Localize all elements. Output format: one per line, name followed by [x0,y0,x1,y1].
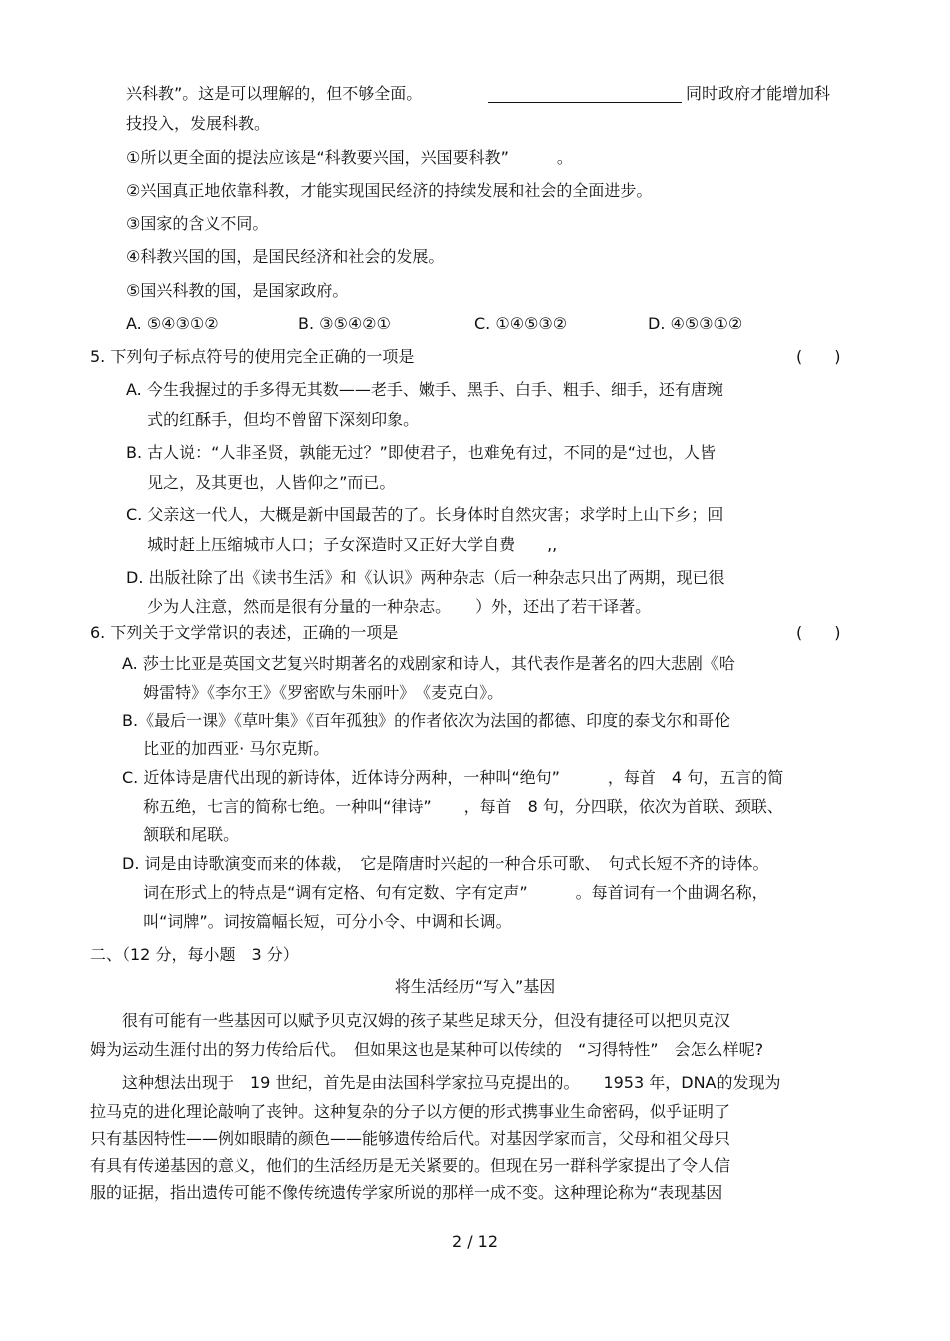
top-line1-right: 同时政府才能增加科 [686,84,831,103]
q5-line: 少为人注意，然而是很有分量的一种杂志。 ）外，还出了若干译著。 [126,597,652,616]
q6-line: A. 莎士比亚是英国文艺复兴时期著名的戏剧家和诗人，其代表作是著名的四大悲剧《哈 [122,654,735,673]
q6-stem: 6. 下列关于文学常识的表述，正确的一项是 [90,623,399,642]
q5-line: D. 出版社除了出《读书生活》和《认识》两种杂志（后一种杂志只出了两期，现已很 [126,568,725,587]
q5-line: 式的红酥手，但均不曾留下深刻印象。 [126,410,420,429]
top-line1-left: 兴科教”。这是可以理解的，但不够全面。 [126,84,423,103]
statement-2: ②兴国真正地依靠科教，才能实现国民经济的持续发展和社会的全面进步。 [126,181,653,200]
q6-answer-paren: ( ) [796,623,841,642]
q5-answer-paren: ( ) [796,347,841,366]
section-header: 二、（12 分，每小题 3 分） [90,945,299,964]
q6-line: 姆雷特》《李尔王》《罗密欧与朱丽叶》 《麦克白》。 [122,683,504,702]
q6-line: 词在形式上的特点是“调有定格、句有定数、字有定声” 。每首词有一个曲调名称， [122,883,768,902]
passage-line: 这种想法出现于 19 世纪，首先是由法国科学家拉马克提出的。 1953 年，DNA的发现为 [90,1073,781,1092]
option-a: A. ⑤④③①② [126,314,219,333]
option-b: B. ③⑤④②① [298,314,391,333]
statement-3: ③国家的含义不同。 [126,214,269,233]
q6-line: 比亚的加西亚· 马尔克斯。 [122,739,330,758]
option-c: C. ①④⑤③② [474,314,568,333]
page-number: 2 / 12 [451,1232,499,1251]
answer-blank [488,102,682,103]
q5-stem: 5. 下列句子标点符号的使用完全正确的一项是 [90,347,415,366]
q6-line: C. 近体诗是唐代出现的新诗体，近体诗分两种，一种叫“绝句” ，每首 4 句，五言的简 [122,768,784,787]
passage-line: 服的证据，指出遗传可能不像传统遗传学家所说的那样一成不变。这种理论称为“表现基因 [90,1183,723,1202]
q5-line: 见之，及其更也，人皆仰之”而已。 [126,473,396,492]
statement-5: ⑤国兴科教的国，是国家政府。 [126,281,349,300]
passage-line: 很有可能有一些基因可以赋予贝克汉姆的孩子某些足球天分，但没有捷径可以把贝克汉 [90,1011,731,1030]
statement-1: ①所以更全面的提法应该是“科教要兴国，兴国要科教” 。 [126,148,573,167]
statement-4: ④科教兴国的国，是国民经济和社会的发展。 [126,247,445,266]
q5-line: A. 今生我握过的手多得无其数——老手、嫩手、黑手、白手、粗手、细手，还有唐琬 [126,380,723,399]
q6-line: 颔联和尾联。 [122,825,240,844]
q5-line: 城时赶上压缩城市人口；子女深造时又正好大学自费 ,, [126,535,558,554]
q5-line: B. 古人说：“人非圣贤，孰能无过？”即使君子，也难免有过，不同的是“过也，人皆 [126,443,717,462]
q6-line: 称五绝，七言的简称七绝。一种叫“律诗” ，每首 8 句，分四联，依次为首联、颈联、 [122,797,783,816]
passage-line: 拉马克的进化理论敲响了丧钟。这种复杂的分子以方便的形式携事业生命密码，似乎证明了 [90,1102,731,1121]
q6-line: B.《最后一课》《草叶集》《百年孤独》的作者依次为法国的都德、印度的泰戈尔和哥伦 [122,711,731,730]
passage-line: 姆为运动生涯付出的努力传给后代。 但如果这也是某种可以传续的 “习得特性” 会怎么样呢? [90,1040,764,1059]
top-line2: 技投入，发展科教。 [126,114,271,133]
q6-line: D. 词是由诗歌演变而来的体裁， 它是隋唐时兴起的一种合乐可歌、 句式长短不齐的诗体。 [122,854,769,873]
passage-title: 将生活经历“写入”基因 [394,977,556,996]
passage-line: 只有基因特性——例如眼睛的颜色——能够遗传给后代。对基因学家而言，父母和祖父母只 [90,1129,731,1148]
passage-line: 有具有传递基因的意义，他们的生活经历是无关紧要的。但现在另一群科学家提出了令人信 [90,1156,731,1175]
q5-line: C. 父亲这一代人，大概是新中国最苦的了。长身体时自然灾害；求学时上山下乡；回 [126,505,724,524]
option-d: D. ④⑤③①② [648,314,743,333]
q6-line: 叫“词牌”。词按篇幅长短，可分小令、中调和长调。 [122,912,512,931]
